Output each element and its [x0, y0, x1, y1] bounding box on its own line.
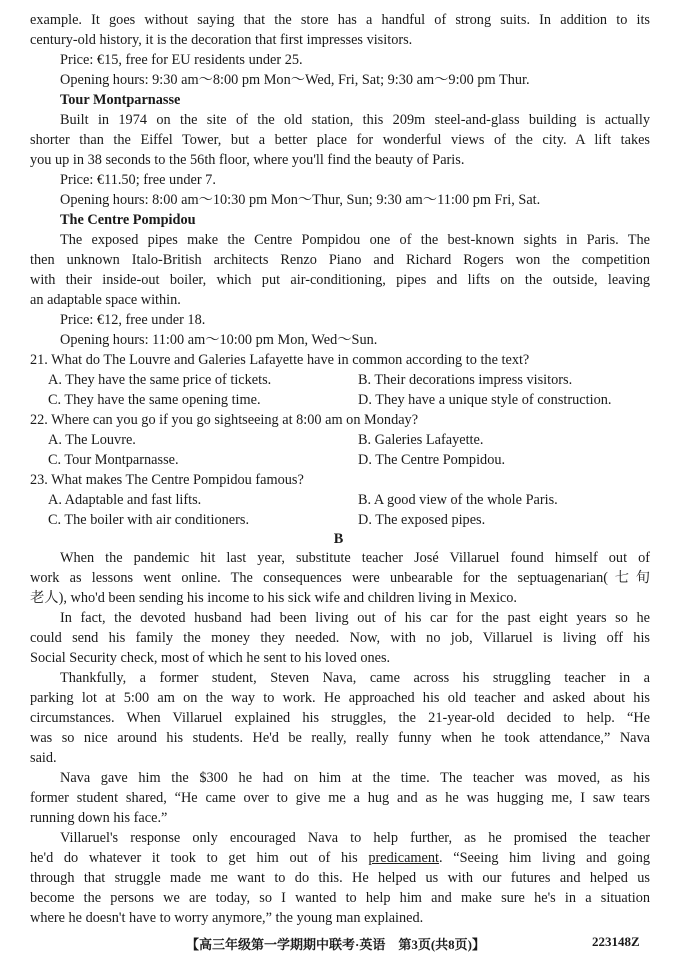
passage-text: . “Seeing him living and going: [439, 850, 650, 866]
question-21-option-b[interactable]: B. Their decorations impress visitors.: [358, 372, 573, 388]
passage-line: When the pandemic hit last year, substitute teacher José Villaruel found himself out of: [60, 550, 650, 566]
passage-line: Villaruel's response only encouraged Nava to help further, as he promised the teacher: [60, 830, 650, 846]
passage-line: with their inside-out boiler, which put air-conditioning, pipes and lifts on the outside, leaving: [30, 272, 650, 288]
question-22-stem: 22. Where can you go if you go sightseeing at 8:00 am on Monday?: [30, 412, 419, 428]
passage-text: he'd do whatever it took to get him out of his: [30, 850, 369, 866]
passage-line: century-old history, it is the decoration that first impresses visitors.: [30, 32, 413, 48]
passage-line: you up in 38 seconds to the 56th floor, where you'll find the beauty of Paris.: [30, 152, 465, 168]
question-23-option-c[interactable]: C. The boiler with air conditioners.: [48, 512, 250, 528]
page-footer-exam-info: 【高三年级第一学期期中联考·英语 第3页(共8页)】: [186, 937, 485, 952]
section-b-heading: B: [333, 531, 344, 547]
question-23-option-d[interactable]: D. The exposed pipes.: [358, 512, 486, 528]
question-21-option-c[interactable]: C. They have the same opening time.: [48, 392, 261, 408]
question-22-option-b[interactable]: B. Galeries Lafayette.: [358, 432, 484, 448]
passage-line: 老人), who'd been sending his income to his sick wife and children living in Mexico.: [30, 590, 517, 606]
passage-line: shorter than the Eiffel Tower, but a better place for wonderful views of the city. A lift takes: [30, 132, 650, 148]
passage-line: work as lessons went online. The consequences were unbearable for the septuagenarian(七旬: [30, 570, 650, 586]
passage-line: Social Security check, most of which he sent to his loved ones.: [30, 650, 391, 666]
passage-line: The exposed pipes make the Centre Pompidou one of the best-known sights in Paris. The: [60, 232, 650, 248]
question-23-stem: 23. What makes The Centre Pompidou famous?: [30, 472, 304, 488]
opening-hours: Opening hours: 11:00 am～10:00 pm Mon, Wed～Sun.: [60, 332, 378, 348]
passage-line: running down his face.”: [30, 810, 168, 826]
opening-hours: Opening hours: 8:00 am～10:30 pm Mon～Thur, Sun; 9:30 am～11:00 pm Fri, Sat.: [60, 192, 541, 208]
question-23-option-b[interactable]: B. A good view of the whole Paris.: [358, 492, 558, 508]
passage-line: circumstances. When Villaruel explained his struggles, the 21-year-old decided to help. “He: [30, 710, 650, 726]
opening-hours: Opening hours: 9:30 am～8:00 pm Mon～Wed, Fri, Sat; 9:30 am～9:00 pm Thur.: [60, 72, 530, 88]
price-info: Price: €12, free under 18.: [60, 312, 206, 328]
passage-line: said.: [30, 750, 57, 766]
question-22-option-c[interactable]: C. Tour Montparnasse.: [48, 452, 179, 468]
passage-line: could send his family the money they needed. Now, with no job, Villaruel is living off his: [30, 630, 650, 646]
question-23-option-a[interactable]: A. Adaptable and fast lifts.: [48, 492, 202, 508]
passage-line: an adaptable space within.: [30, 292, 181, 308]
passage-line: become the persons we are today, so I wanted to help him and make sure he's in a situation: [30, 890, 650, 906]
question-22-option-d[interactable]: D. The Centre Pompidou.: [358, 452, 506, 468]
question-22-option-a[interactable]: A. The Louvre.: [48, 432, 136, 448]
passage-line: Nava gave him the $300 he had on him at the time. The teacher was moved, as his: [60, 770, 650, 786]
passage-line: Thankfully, a former student, Steven Nava, came across his struggling teacher in a: [60, 670, 650, 686]
passage-line: was so nice around his students. He'd be really, really funny when he took attendance,” Nava: [30, 730, 650, 746]
price-info: Price: €11.50; free under 7.: [60, 172, 216, 188]
passage-line: Built in 1974 on the site of the old station, this 209m steel-and-glass building is actually: [60, 112, 650, 128]
passage-line: In fact, the devoted husband had been living out of his car for the past eight years so he: [60, 610, 650, 626]
page-footer-code: 223148Z: [592, 934, 640, 949]
section-title-montparnasse: Tour Montparnasse: [60, 92, 181, 108]
question-21-stem: 21. What do The Louvre and Galeries Lafayette have in common according to the text?: [30, 352, 530, 368]
passage-line: parking lot at 5:00 am on the way to work. He approached his old teacher and asked about his: [30, 690, 650, 706]
price-info: Price: €15, free for EU residents under 25.: [60, 52, 303, 68]
passage-line: where he doesn't have to worry anymore,” the young man explained.: [30, 910, 424, 926]
passage-line: then unknown Italo-British architects Renzo Piano and Richard Rogers won the competition: [30, 252, 650, 268]
passage-line: former student shared, “He came over to give me a hug and as he was hugging me, I saw tears: [30, 790, 650, 806]
underlined-word-predicament: predicament: [368, 850, 439, 866]
passage-line: through that struggle made me want to do this. He helped us with our futures and helped us: [30, 870, 650, 886]
section-title-pompidou: The Centre Pompidou: [60, 212, 196, 228]
passage-line-predicament: [30, 848, 650, 868]
question-21-option-d[interactable]: D. They have a unique style of construction.: [358, 392, 612, 408]
question-21-option-a[interactable]: A. They have the same price of tickets.: [48, 372, 272, 388]
passage-line: example. It goes without saying that the store has a handful of strong suits. In addition to its: [30, 12, 650, 28]
